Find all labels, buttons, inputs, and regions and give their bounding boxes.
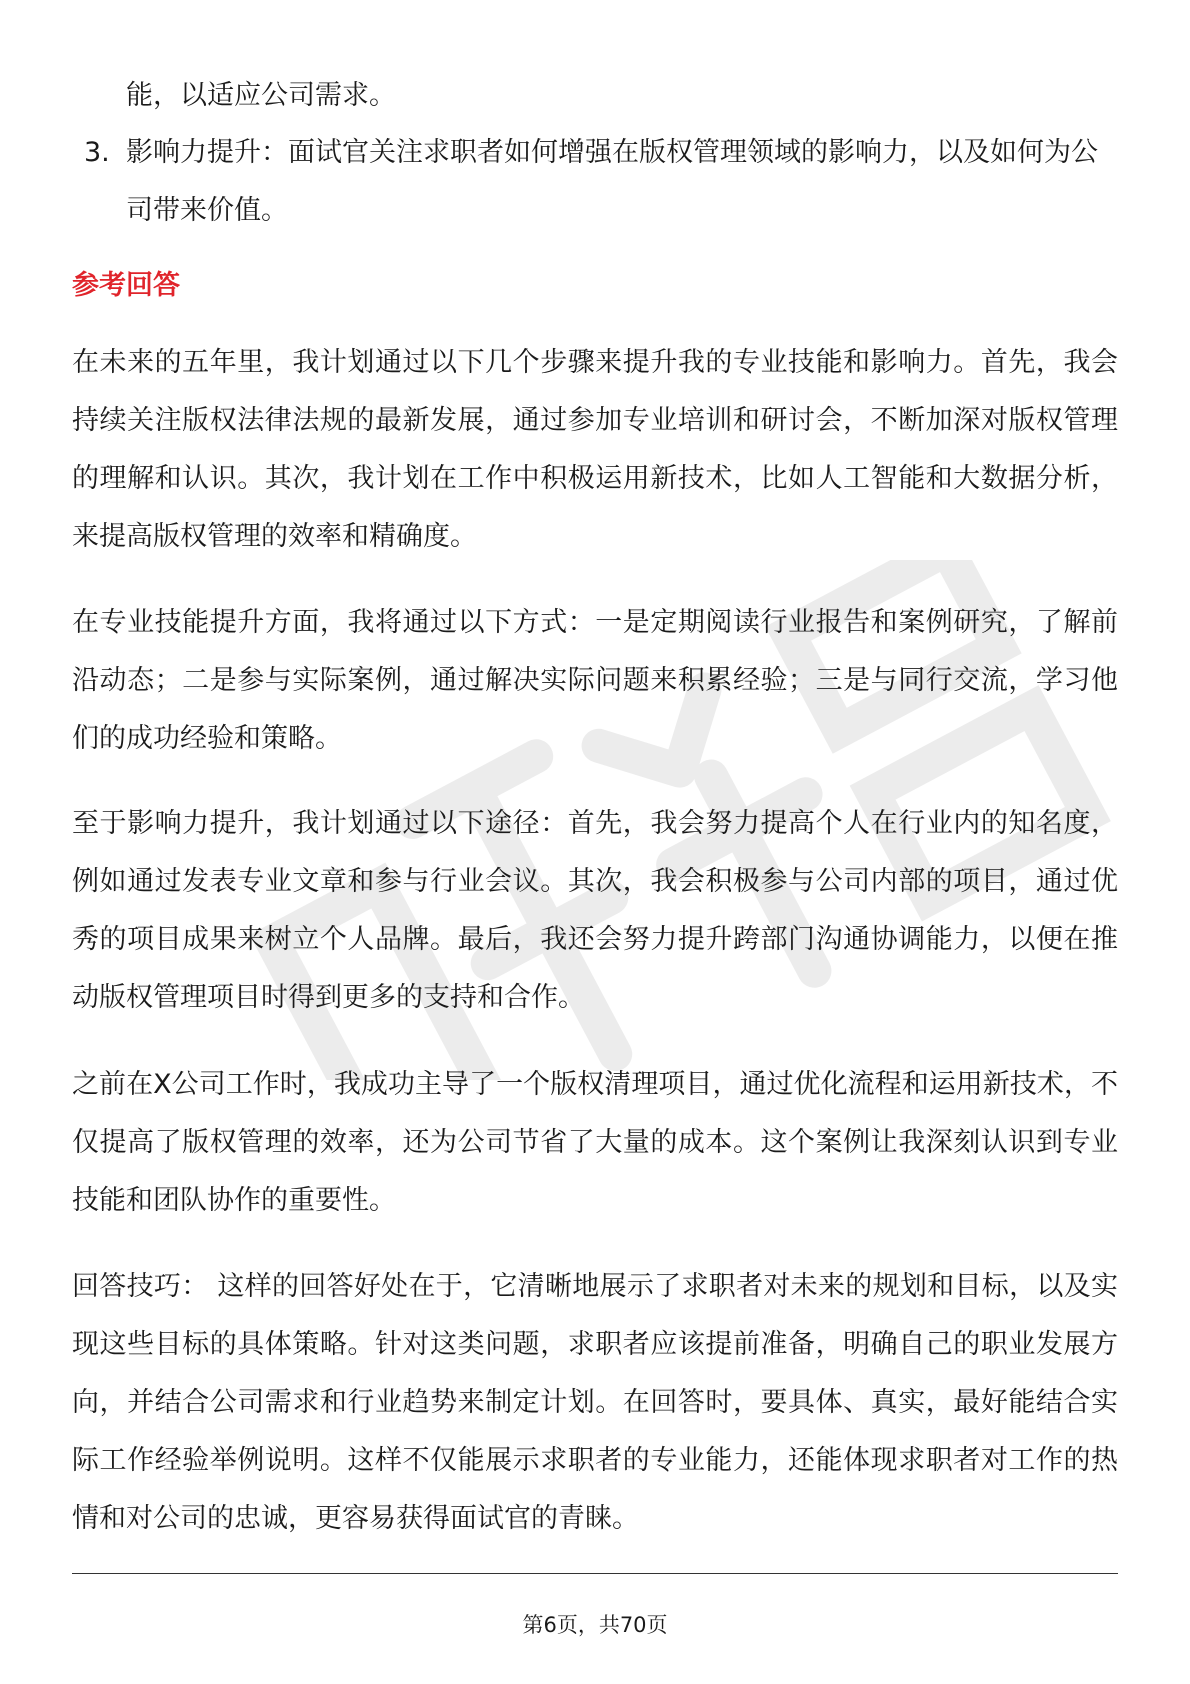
- list-item: [84, 124, 1114, 240]
- answer-paragraph: 之前在X公司工作时，我成功主导了一个版权清理项目，通过优化流程和运用新技术，不仅提高了版权管理的效率，还为公司节省了大量的成本。这个案例让我深刻认识到专业技能和团队协作的重要性。: [72, 1069, 1118, 1216]
- document-page: [72, 0, 1118, 1684]
- continuation-line: 能，以适应公司需求。: [126, 80, 396, 111]
- tips-paragraph: 回答技巧： 这样的回答好处在于，它清晰地展示了求职者对未来的规划和目标，以及实现这些目标的具体策略。针对这类问题，求职者应该提前准备，明确自己的职业发展方向，并结合公司需求和行业趋势来制定计划。在回答时，要具体、真实，最好能结合实际工作经验举例说明。这样不仅能展示求职者的专业能力，还能体现求职者对工作的热情和对公司的忠诚，更容易获得面试官的青睐。: [72, 1271, 1118, 1534]
- section-title: 参考回答: [72, 270, 180, 301]
- answer-paragraph: 在专业技能提升方面，我将通过以下方式：一是定期阅读行业报告和案例研究，了解前沿动态；二是参与实际案例，通过解决实际问题来积累经验；三是与同行交流，学习他们的成功经验和策略。: [72, 607, 1118, 754]
- list-item-number: 3.: [84, 137, 110, 168]
- page-number: 第6页，共70页: [522, 1613, 668, 1637]
- list-item-text: 影响力提升：面试官关注求职者如何增强在版权管理领域的影响力，以及如何为公司带来价值。: [126, 137, 1098, 226]
- footer-divider: [72, 1573, 1118, 1574]
- answer-paragraph: 在未来的五年里，我计划通过以下几个步骤来提升我的专业技能和影响力。首先，我会持续关注版权法律法规的最新发展，通过参加专业培训和研讨会，不断加深对版权管理的理解和认识。其次，我计划在工作中积极运用新技术，比如人工智能和大数据分析，来提高版权管理的效率和精确度。: [72, 347, 1118, 552]
- answer-paragraph: 至于影响力提升，我计划通过以下途径：首先，我会努力提高个人在行业内的知名度，例如通过发表专业文章和参与行业会议。其次，我会积极参与公司内部的项目，通过优秀的项目成果来树立个人品牌。最后，我还会努力提升跨部门沟通协调能力，以便在推动版权管理项目时得到更多的支持和合作。: [72, 808, 1118, 1013]
